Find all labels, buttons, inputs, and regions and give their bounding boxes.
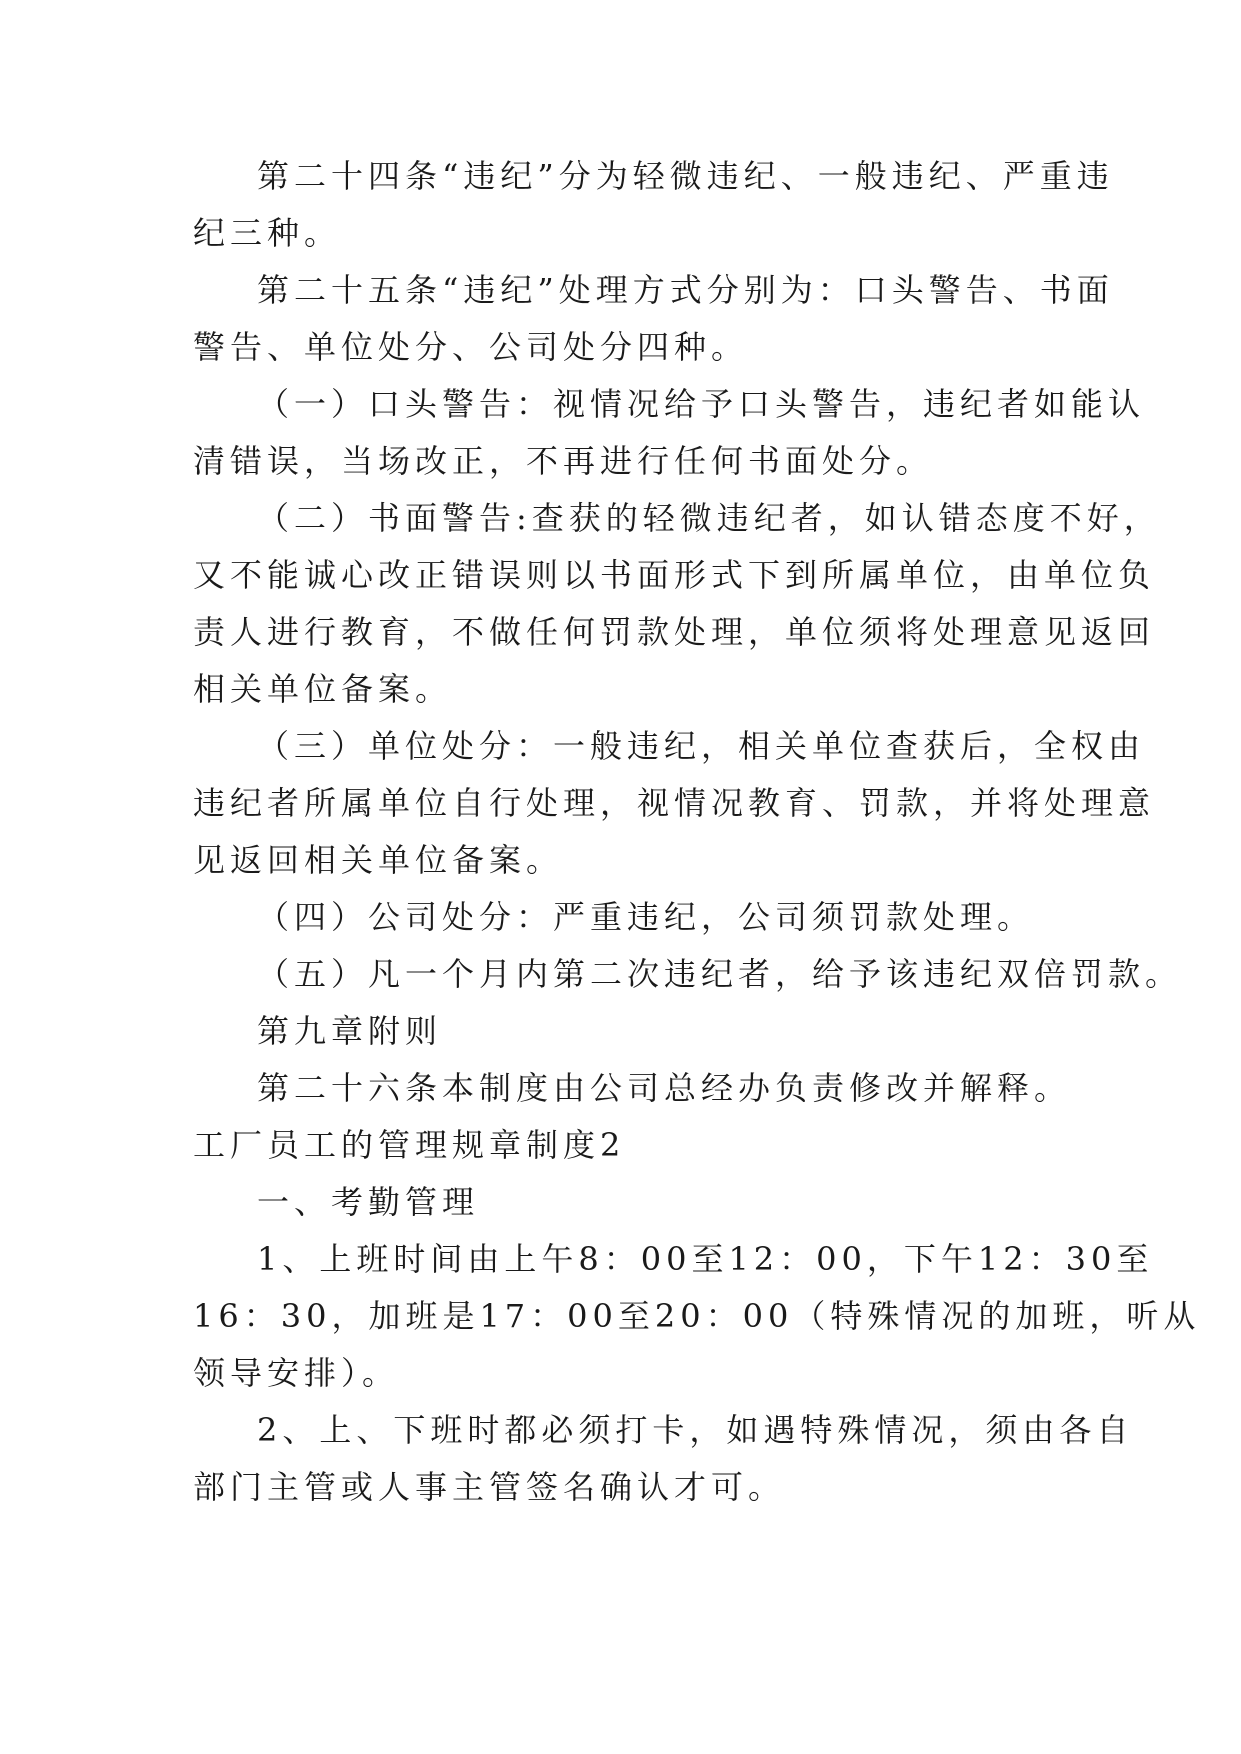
- article-25-line-1: 第二十五条“违纪”处理方式分别为：口头警告、书面: [257, 271, 1114, 309]
- item-2-line-3: 责人进行教育，不做任何罚款处理，单位须将处理意见返回: [193, 613, 1156, 651]
- item-3-line-2: 违纪者所属单位自行处理，视情况教育、罚款，并将处理意: [193, 784, 1156, 822]
- article-25-line-2: 警告、单位处分、公司处分四种。: [193, 328, 749, 366]
- item-2-line-2: 又不能诚心改正错误则以书面形式下到所属单位，由单位负: [193, 556, 1156, 594]
- rule-1-line-2: 16：30，加班是17：00至20：00（特殊情况的加班，听从: [193, 1297, 1201, 1335]
- item-3-line-3: 见返回相关单位备案。: [193, 841, 564, 879]
- rule-1-line-3: 领导安排）。: [193, 1354, 400, 1392]
- item-4-line: （四）公司处分：严重违纪，公司须罚款处理。: [257, 898, 1035, 936]
- item-1-line-2: 清错误，当场改正，不再进行任何书面处分。: [193, 442, 934, 480]
- chapter-9-heading: 第九章附则: [257, 1012, 443, 1050]
- item-2-line-4: 相关单位备案。: [193, 670, 453, 708]
- rule-2-line-2: 部门主管或人事主管签名确认才可。: [193, 1468, 786, 1506]
- item-5-line: （五）凡一个月内第二次违纪者，给予该违纪双倍罚款。: [257, 955, 1183, 993]
- rule-2-line-1: 2、上、下班时都必须打卡，如遇特殊情况，须由各自: [257, 1411, 1134, 1449]
- section-title: 工厂员工的管理规章制度2: [193, 1126, 626, 1164]
- item-1-line-1: （一）口头警告：视情况给予口头警告，违纪者如能认: [257, 385, 1146, 423]
- item-3-line-1: （三）单位处分：一般违纪，相关单位查获后，全权由: [257, 727, 1146, 765]
- rule-1-line-1: 1、上班时间由上午8：00至12：00，下午12：30至: [257, 1240, 1154, 1278]
- article-24-line-2: 纪三种。: [193, 214, 342, 252]
- attendance-heading: 一、考勤管理: [257, 1183, 480, 1221]
- article-26-line: 第二十六条本制度由公司总经办负责修改并解释。: [257, 1069, 1072, 1107]
- article-24-line-1: 第二十四条“违纪”分为轻微违纪、一般违纪、严重违: [257, 157, 1114, 195]
- item-2-line-1: （二）书面警告:查获的轻微违纪者，如认错态度不好，: [257, 499, 1161, 537]
